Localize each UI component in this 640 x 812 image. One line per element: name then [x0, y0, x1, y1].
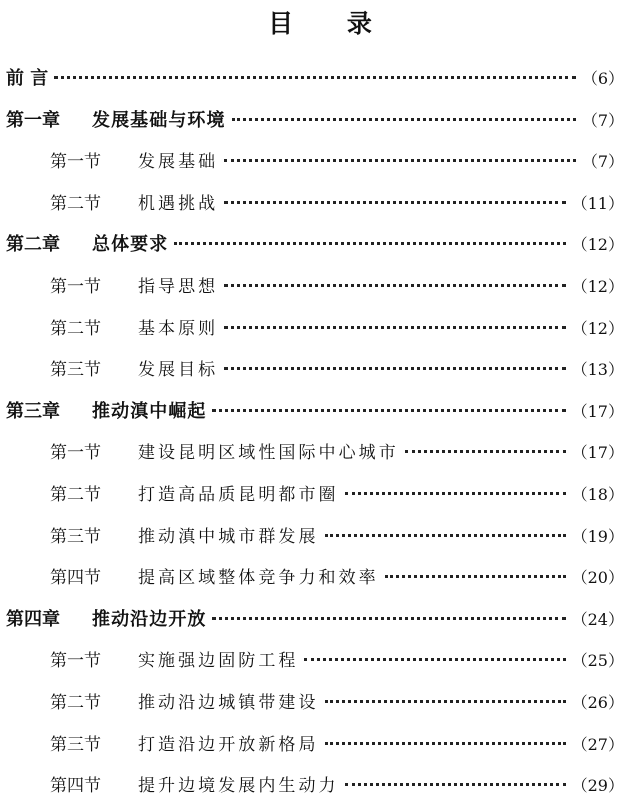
section-title: 基本原则: [138, 318, 219, 339]
chapter-title: 总体要求: [92, 234, 169, 256]
section-number: 第一节: [50, 277, 101, 297]
section-title: 指导思想: [138, 277, 219, 297]
dot-leader: [224, 201, 565, 204]
section-number: 第二节: [50, 318, 101, 339]
page-number: （18）: [571, 485, 624, 504]
dot-leader: [224, 367, 565, 370]
dot-leader: [54, 76, 576, 79]
section-number: 第一节: [50, 443, 101, 464]
dot-leader: [325, 742, 566, 745]
toc-section-entry[interactable]: [50, 730, 624, 760]
toc-chapter-entry[interactable]: [6, 64, 624, 94]
toc-section-entry[interactable]: [50, 563, 624, 593]
section-number: 第二节: [50, 485, 101, 505]
dot-leader: [224, 159, 576, 162]
toc-section-entry[interactable]: [50, 480, 624, 510]
toc-section-entry[interactable]: [50, 646, 624, 676]
dot-leader: [345, 783, 566, 786]
toc-section-entry[interactable]: [50, 438, 624, 468]
section-title: 打造高品质昆明都市圈: [138, 485, 339, 505]
section-title: 推动沿边城镇带建设: [138, 693, 319, 713]
page-number: （7）: [581, 110, 624, 130]
dot-leader: [224, 326, 565, 329]
chapter-number: 第二章: [6, 234, 60, 256]
dot-leader: [304, 658, 565, 661]
chapter-number: 第四章: [6, 608, 60, 630]
dot-leader: [345, 492, 566, 495]
chapter-number: 第三章: [6, 400, 60, 422]
section-title: 打造沿边开放新格局: [138, 734, 319, 755]
toc-section-entry[interactable]: [50, 771, 624, 801]
chapter-title: 发展基础与环境: [92, 109, 226, 131]
dot-leader: [212, 409, 565, 412]
toc-section-entry[interactable]: [50, 355, 624, 385]
section-number: 第二节: [50, 193, 101, 214]
dot-leader: [224, 284, 565, 287]
dot-leader: [212, 617, 565, 620]
section-title: 提高区域整体竞争力和效率: [138, 568, 379, 589]
toc-section-entry[interactable]: [50, 522, 624, 552]
section-title: 实施强边固防工程: [138, 651, 299, 672]
page-title: 目 录: [268, 9, 395, 38]
section-number: 第三节: [50, 526, 101, 547]
page-number: （11）: [571, 193, 624, 213]
section-number: 第四节: [50, 568, 101, 589]
section-number: 第一节: [50, 651, 101, 672]
page-number: （25）: [571, 651, 624, 671]
section-number: 第二节: [50, 693, 101, 713]
page-number: （17）: [571, 401, 624, 421]
chapter-number: 前 言: [6, 68, 49, 89]
page-number: （29）: [571, 776, 624, 796]
section-title: 机遇挑战: [138, 193, 219, 214]
page-number: （17）: [571, 443, 624, 463]
toc-chapter-entry[interactable]: [6, 605, 624, 635]
chapter-title: 推动沿边开放: [92, 608, 207, 630]
section-title: 提升边境发展内生动力: [138, 776, 339, 797]
chapter-title: 推动滇中崛起: [92, 400, 207, 422]
dot-leader: [232, 118, 576, 121]
page-number: （27）: [571, 734, 624, 754]
section-title: 推动滇中城市群发展: [138, 526, 319, 547]
dot-leader: [325, 534, 566, 537]
page-number: （12）: [571, 277, 624, 296]
page-number: （20）: [571, 568, 624, 588]
toc-section-entry[interactable]: [50, 189, 624, 219]
page-number: （12）: [571, 318, 624, 338]
toc-section-entry[interactable]: [50, 272, 624, 302]
section-number: 第三节: [50, 734, 101, 755]
dot-leader: [174, 242, 565, 245]
toc-chapter-entry[interactable]: [6, 106, 624, 136]
dot-leader: [405, 450, 566, 453]
section-number: 第三节: [50, 360, 101, 381]
page-number: （24）: [571, 609, 624, 629]
section-number: 第四节: [50, 776, 101, 797]
toc-section-entry[interactable]: [50, 147, 624, 177]
page-number: （12）: [571, 235, 624, 255]
page-number: （6）: [581, 69, 624, 88]
section-title: 发展目标: [138, 360, 219, 381]
dot-leader: [385, 575, 566, 578]
page-number: （7）: [581, 152, 624, 172]
toc-section-entry[interactable]: [50, 688, 624, 718]
page-number: （19）: [571, 526, 624, 546]
page-number: （13）: [571, 360, 624, 380]
toc-chapter-entry[interactable]: [6, 230, 624, 260]
chapter-number: 第一章: [6, 109, 60, 131]
toc-section-entry[interactable]: [50, 314, 624, 344]
page-number: （26）: [571, 693, 624, 712]
section-title: 建设昆明区域性国际中心城市: [138, 443, 399, 464]
toc-chapter-entry[interactable]: [6, 397, 624, 427]
section-title: 发展基础: [138, 152, 219, 173]
section-number: 第一节: [50, 152, 101, 173]
dot-leader: [325, 700, 566, 703]
